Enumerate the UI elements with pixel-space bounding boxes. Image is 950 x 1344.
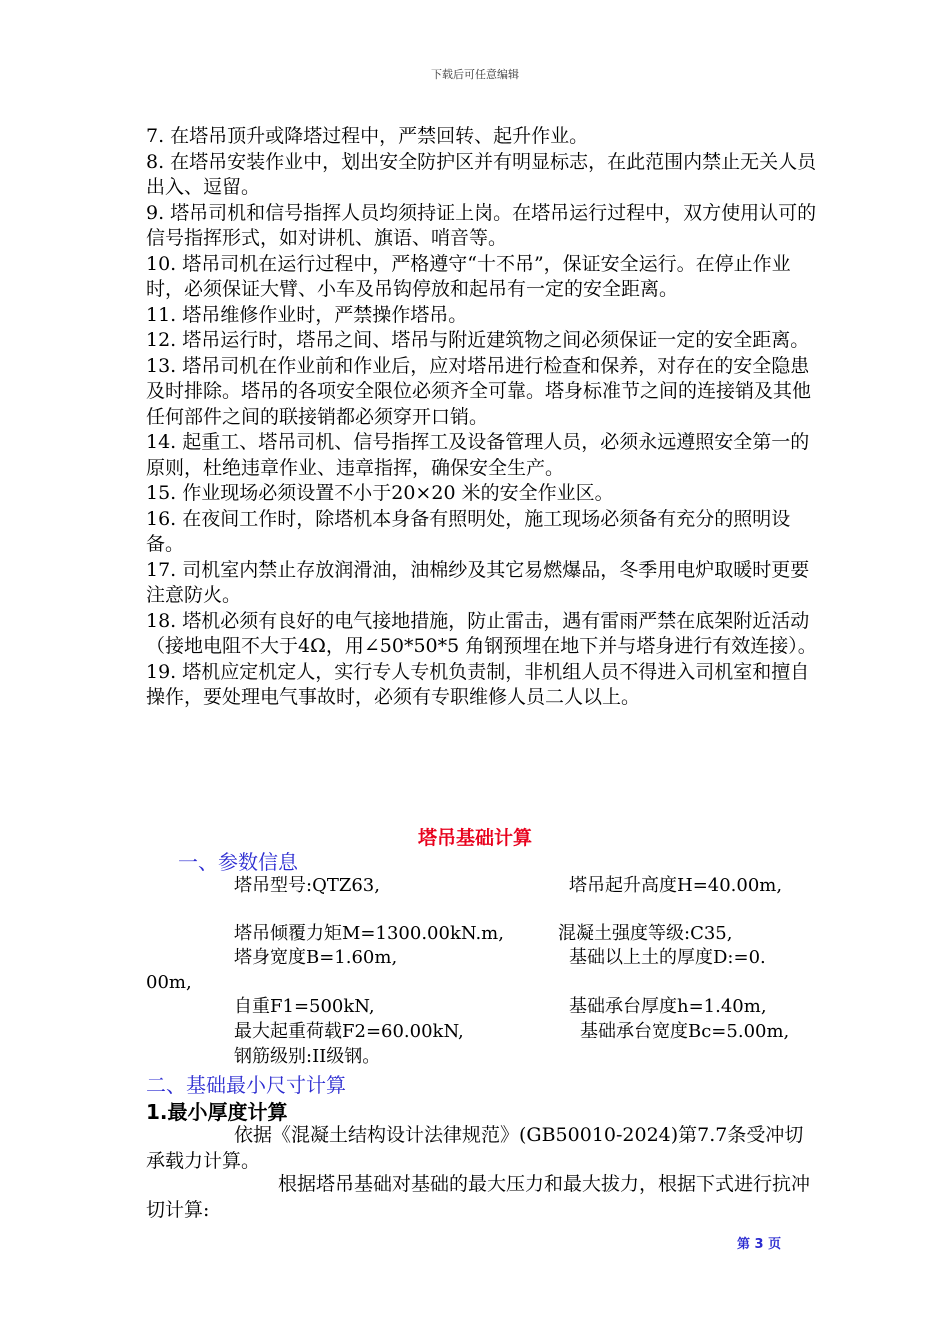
list-item: 8. 在塔吊安装作业中，划出安全防护区并有明显标志，在此范围内禁止无关人员出入、逗留。 [146,150,817,198]
list-item: 18. 塔机必须有良好的电气接地措施，防止雷击，遇有雷雨严禁在底架附近活动（接地电阻不大于4Ω，用∠50*50*5 角钢预埋在地下并与塔身进行有效连接）。 [146,609,817,657]
param-moment: 塔吊倾覆力矩M=1300.00kN.m, [234,923,504,944]
list-item: 16. 在夜间工作时，除塔机本身备有照明处，施工现场必须备有充分的照明设备。 [146,507,791,555]
page-header: 下载后可任意编辑 [431,68,519,81]
section-title: 塔吊基础计算 [417,827,532,849]
page-number: 第 3 页 [737,1237,782,1252]
param-max-load: 最大起重荷载F2=60.00kN, [234,1021,464,1042]
paragraph: 根据塔吊基础对基础的最大压力和最大拔力，根据下式进行抗冲切计算: [146,1173,811,1221]
param-soil-depth: 基础以上土的厚度D:=0. [569,947,766,968]
param-concrete: 混凝土强度等级:C35, [558,923,733,944]
param-model: 塔吊型号:QTZ63, [234,875,380,896]
list-item: 14. 起重工、塔吊司机、信号指挥工及设备管理人员，必须永远遵照安全第一的原则，杜绝违章作业、违章指挥，确保安全生产。 [146,431,810,479]
list-item: 7. 在塔吊顶升或降塔过程中，严禁回转、起升作业。 [146,125,589,147]
param-rebar: 钢筋级别:II级钢。 [234,1046,381,1067]
paragraph: 依据《混凝土结构设计法律规范》(GB50010-2024)第7.7条受冲切承载力计算。 [146,1124,804,1172]
list-item: 10. 塔吊司机在运行过程中，严格遵守“十不吊”，保证安全运行。在停止作业时，必须保证大臂、小车及吊钩停放和起吊有一定的安全距离。 [146,252,791,300]
subsection-heading: 1.最小厚度计算 [146,1100,288,1124]
safety-rules-list [146,124,818,711]
list-item: 19. 塔机应定机定人，实行专人专机负责制，非机组人员不得进入司机室和擅自操作，要处理电气事故时，必须有专职维修人员二人以上。 [146,660,810,708]
param-self-weight: 自重F1=500kN, [234,996,375,1017]
section2-heading: 二、基础最小尺寸计算 [146,1073,346,1097]
param-width: 塔身宽度B=1.60m, [234,947,398,968]
list-item: 15. 作业现场必须设置不小于20×20 米的安全作业区。 [146,482,614,504]
list-item: 11. 塔吊维修作业时，严禁操作塔吊。 [146,303,468,326]
params-heading: 一、参数信息 [178,850,298,874]
list-item: 12. 塔吊运行时，塔吊之间、塔吊与附近建筑物之间必须保证一定的安全距离。 [146,329,810,351]
param-cap-width: 基础承台宽度Bc=5.00m, [580,1021,790,1042]
param-soil-depth-cont: 00m, [146,972,192,993]
list-item: 13. 塔吊司机在作业前和作业后，应对塔吊进行检查和保养，对存在的安全隐患及时排除。塔吊的各项安全限位必须齐全可靠。塔身标准节之间的连接销及其他任何部件之间的联接销都必须穿开口销。 [146,354,812,428]
param-lift-height: 塔吊起升高度H=40.00m, [569,875,783,896]
param-cap-thickness: 基础承台厚度h=1.40m, [569,996,767,1017]
list-item: 17. 司机室内禁止存放润滑油，油棉纱及其它易燃爆品，冬季用电炉取暖时更要注意防火。 [146,558,810,606]
list-item: 9. 塔吊司机和信号指挥人员均须持证上岗。在塔吊运行过程中，双方使用认可的信号指挥形式，如对讲机、旗语、哨音等。 [146,201,817,249]
